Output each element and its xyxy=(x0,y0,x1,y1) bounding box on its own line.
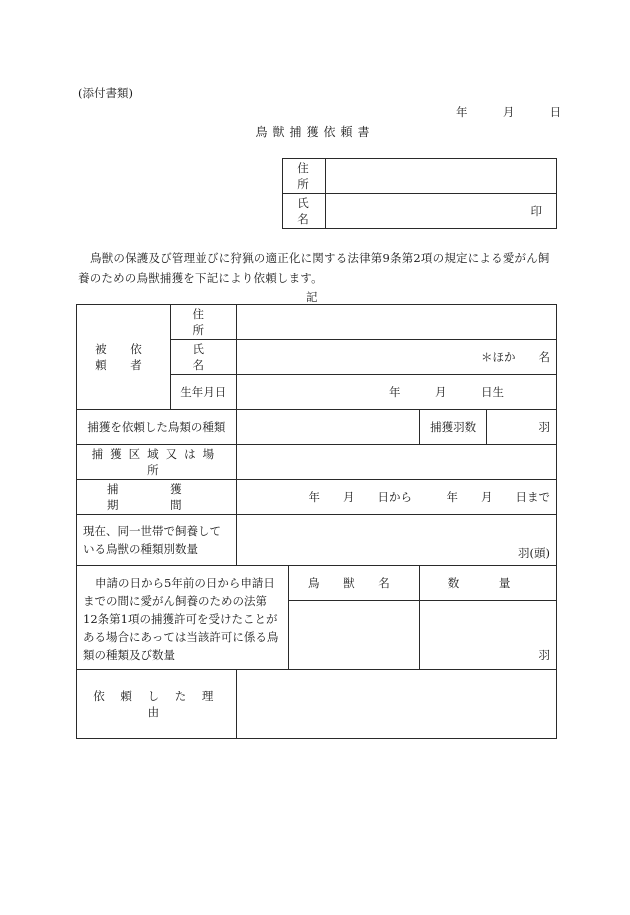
ki-label: 記 xyxy=(306,290,318,304)
birth-value: 年 月 日生 xyxy=(389,385,504,399)
body-paragraph: 鳥獣の保護及び管理並びに狩猟の適正化に関する法律第9条第2項の規定による愛がん飼養のための鳥獣捕獲を下記により依頼します。 xyxy=(78,251,550,285)
document-title: 鳥獣捕獲依頼書 xyxy=(255,125,375,139)
applicant-address-field[interactable] xyxy=(326,159,557,194)
reason-label: 依 頼 し た 理 由 xyxy=(77,670,237,739)
request-table xyxy=(76,304,557,739)
area-label: 捕獲区域又は場所 xyxy=(77,445,237,480)
species-label: 捕獲を依頼した鳥類の種類 xyxy=(77,410,237,445)
applicant-table xyxy=(282,158,557,229)
past-permit-label: 申請の日から5年前の日から申請日までの間に愛がん飼養のための法第12条第1項の捕獲許可を受けたことがある場合にあっては当該許可に係る鳥類の種類及び数量 xyxy=(77,566,289,670)
birth-label: 生年月日 xyxy=(170,375,236,410)
current-label: 現在、同一世帯で飼養している鳥獣の種類別数量 xyxy=(77,515,237,566)
area-field[interactable] xyxy=(236,445,556,480)
seal-mark: 印 xyxy=(530,204,542,218)
period-label: 捕 獲 期 間 xyxy=(77,480,237,515)
bird-name-header: 鳥 獣 名 xyxy=(288,566,420,601)
bird-name-field[interactable] xyxy=(288,601,420,670)
quantity-field[interactable] xyxy=(420,601,557,670)
current-unit: 羽(頭) xyxy=(518,546,550,560)
reason-field[interactable] xyxy=(236,670,556,739)
period-value: 年 月 日から 年 月 日まで xyxy=(308,490,550,504)
requestee-address-label: 住 所 xyxy=(170,305,236,340)
quantity-header: 数 量 xyxy=(420,566,557,601)
attachment-label: (添付書類) xyxy=(78,86,133,100)
count-label: 捕獲羽数 xyxy=(420,410,487,445)
requestee-name-field[interactable] xyxy=(236,340,556,375)
past-unit: 羽 xyxy=(538,648,550,662)
birth-field[interactable] xyxy=(236,375,556,410)
date-line xyxy=(456,104,561,120)
count-field[interactable] xyxy=(487,410,557,445)
current-field[interactable] xyxy=(236,515,556,566)
count-unit: 羽 xyxy=(538,420,550,434)
requestee-name-label: 氏 名 xyxy=(170,340,236,375)
others-note: ＊ほか 名 xyxy=(481,350,550,364)
applicant-name-label: 氏 名 xyxy=(283,194,326,229)
date-year: 年 xyxy=(456,105,468,119)
date-month: 月 xyxy=(502,105,515,119)
date-day: 日 xyxy=(549,105,562,119)
requestee-label: 被 依 頼 者 xyxy=(77,305,171,410)
applicant-name-field[interactable] xyxy=(326,194,557,229)
requestee-address-field[interactable] xyxy=(236,305,556,340)
period-field[interactable] xyxy=(236,480,556,515)
applicant-address-label: 住 所 xyxy=(283,159,326,194)
species-field[interactable] xyxy=(236,410,420,445)
